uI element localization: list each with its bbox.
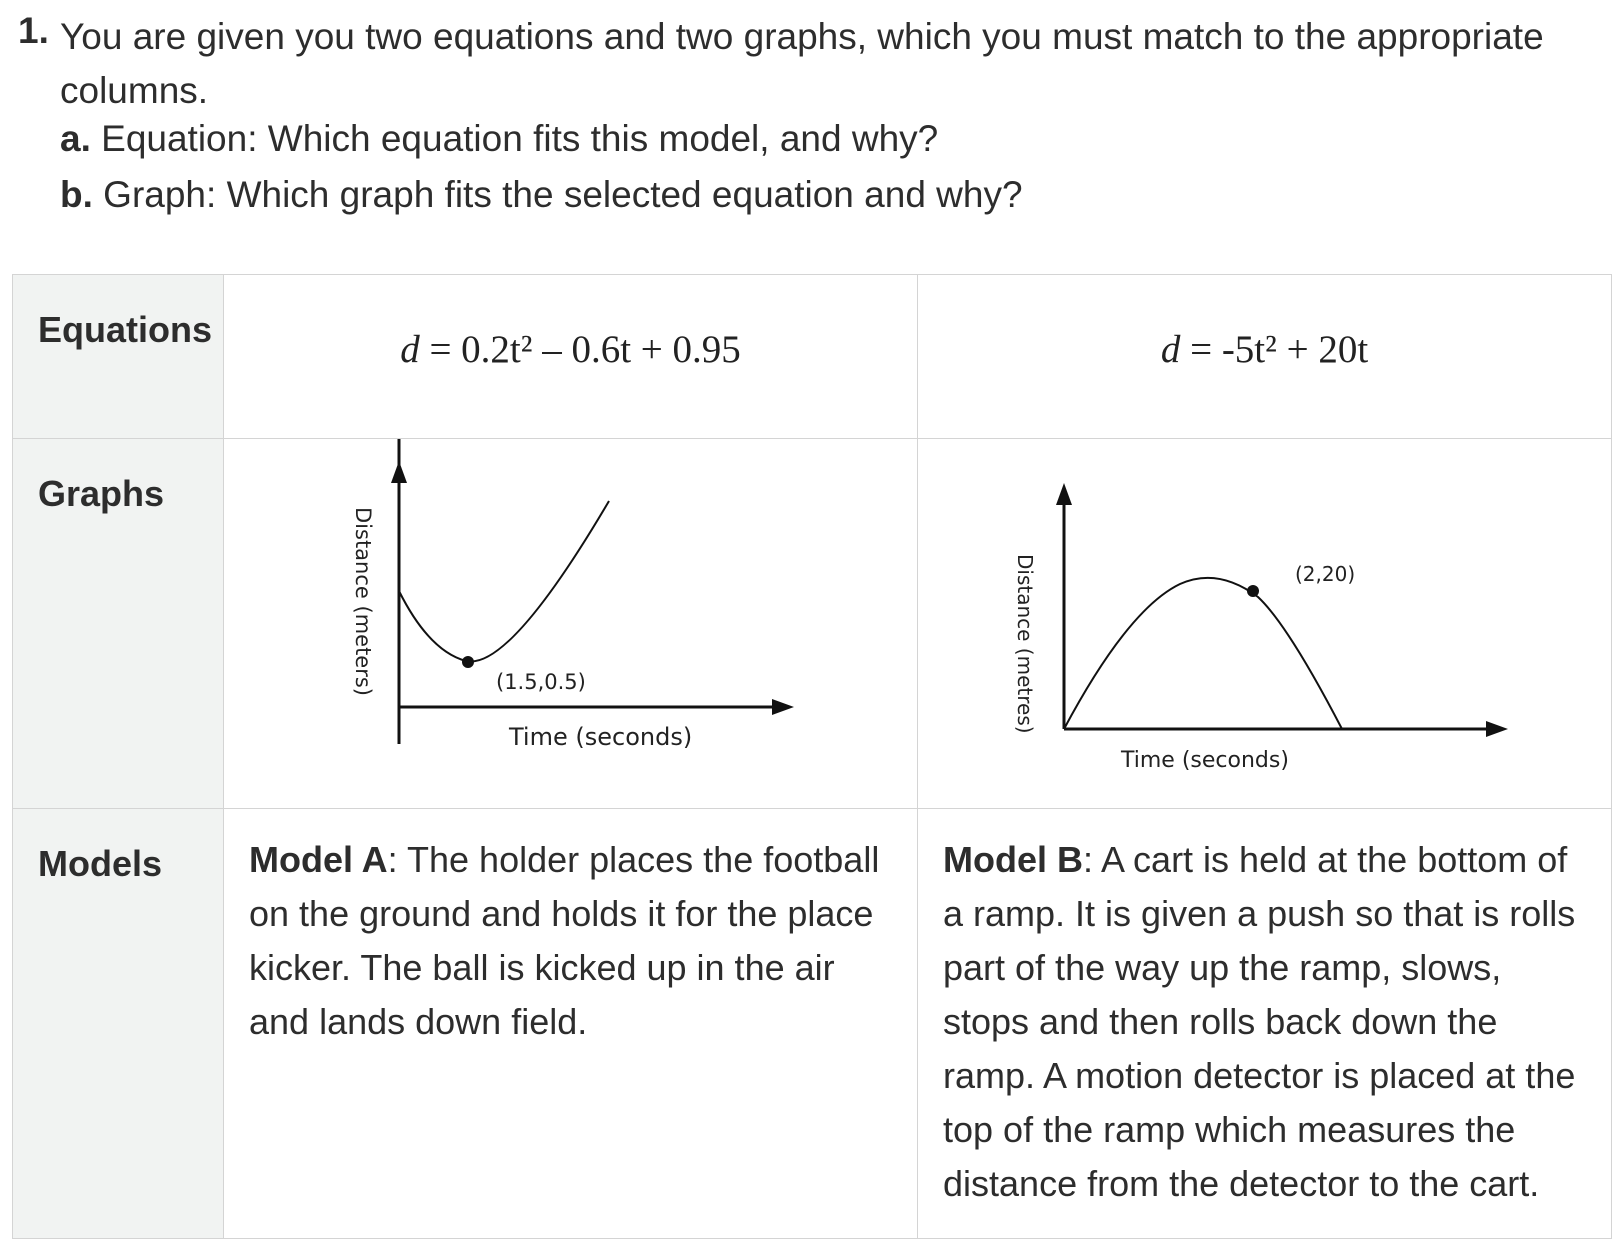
- model-a-text: : The holder places the football on the ground and holds it for the place kicker. The ball is kicked up in the air and lands down field.: [249, 839, 880, 1042]
- graph-a-xlabel: Time (seconds): [509, 723, 693, 751]
- models-row: [13, 809, 1612, 1239]
- graph-b: [918, 439, 1611, 803]
- equation-b-rhs: = -5t² + 20t: [1190, 328, 1369, 371]
- graph-a-point-label: (1.5,0.5): [496, 670, 586, 694]
- graph-a-y-arrow: [391, 461, 407, 483]
- question-text: You are given you two equations and two graphs, which you must match to the appropriate columns.: [60, 16, 1544, 111]
- matching-table: [12, 274, 1612, 1239]
- graph-b-point: [1247, 585, 1259, 597]
- graph-b-ylabel: Distance (metres): [1013, 554, 1037, 734]
- model-a-name: Model A: [249, 839, 388, 880]
- models-header: Models: [13, 809, 224, 1239]
- graphs-row: [13, 439, 1612, 809]
- equation-a-rhs: = 0.2t² – 0.6t + 0.95: [429, 328, 741, 371]
- graph-b-xlabel: Time (seconds): [1121, 748, 1289, 773]
- equation-b: [918, 275, 1611, 372]
- model-b: [918, 809, 1611, 1211]
- model-b-name: Model B: [943, 839, 1083, 880]
- graph-b-curve: [1064, 578, 1342, 729]
- graph-b-x-arrow: [1486, 721, 1508, 737]
- graph-a-point: [462, 656, 474, 668]
- model-b-cell: [918, 809, 1612, 1239]
- graph-a-curve: [399, 501, 609, 662]
- equations-header: Equations: [13, 275, 224, 439]
- equation-a: [224, 275, 917, 372]
- equations-row: [13, 275, 1612, 439]
- model-b-text: : A cart is held at the bottom of a ramp. It is given a push so that is rolls part of the way up the ramp, slows, stops and then rolls back down the ramp. A motion detector is placed at the top of the ramp which measures the distance from the detector to the cart.: [943, 839, 1576, 1204]
- equation-a-lhs: d: [400, 328, 420, 371]
- graph-a: [224, 439, 917, 803]
- equation-b-cell: [918, 275, 1612, 439]
- sub-b-label: b.: [60, 174, 93, 215]
- graph-b-cell: [918, 439, 1612, 809]
- model-a-cell: [224, 809, 918, 1239]
- sub-question-b: [60, 174, 1023, 216]
- sub-a-label: a.: [60, 118, 91, 159]
- graph-a-cell: [224, 439, 918, 809]
- equation-b-lhs: d: [1160, 328, 1181, 371]
- graphs-header: Graphs: [13, 439, 224, 809]
- sub-question-a: [60, 118, 938, 160]
- graph-b-y-arrow: [1056, 483, 1072, 505]
- equation-a-cell: [224, 275, 918, 439]
- sub-b-text: Graph: Which graph fits the selected equation and why?: [103, 174, 1023, 215]
- question-number: 1.: [18, 10, 49, 51]
- graph-a-ylabel: Distance (meters): [351, 507, 375, 696]
- sub-a-text: Equation: Which equation fits this model, and why?: [101, 118, 939, 159]
- model-a: [224, 809, 917, 1049]
- graph-a-x-arrow: [772, 699, 794, 715]
- graph-b-point-label: (2,20): [1295, 562, 1356, 586]
